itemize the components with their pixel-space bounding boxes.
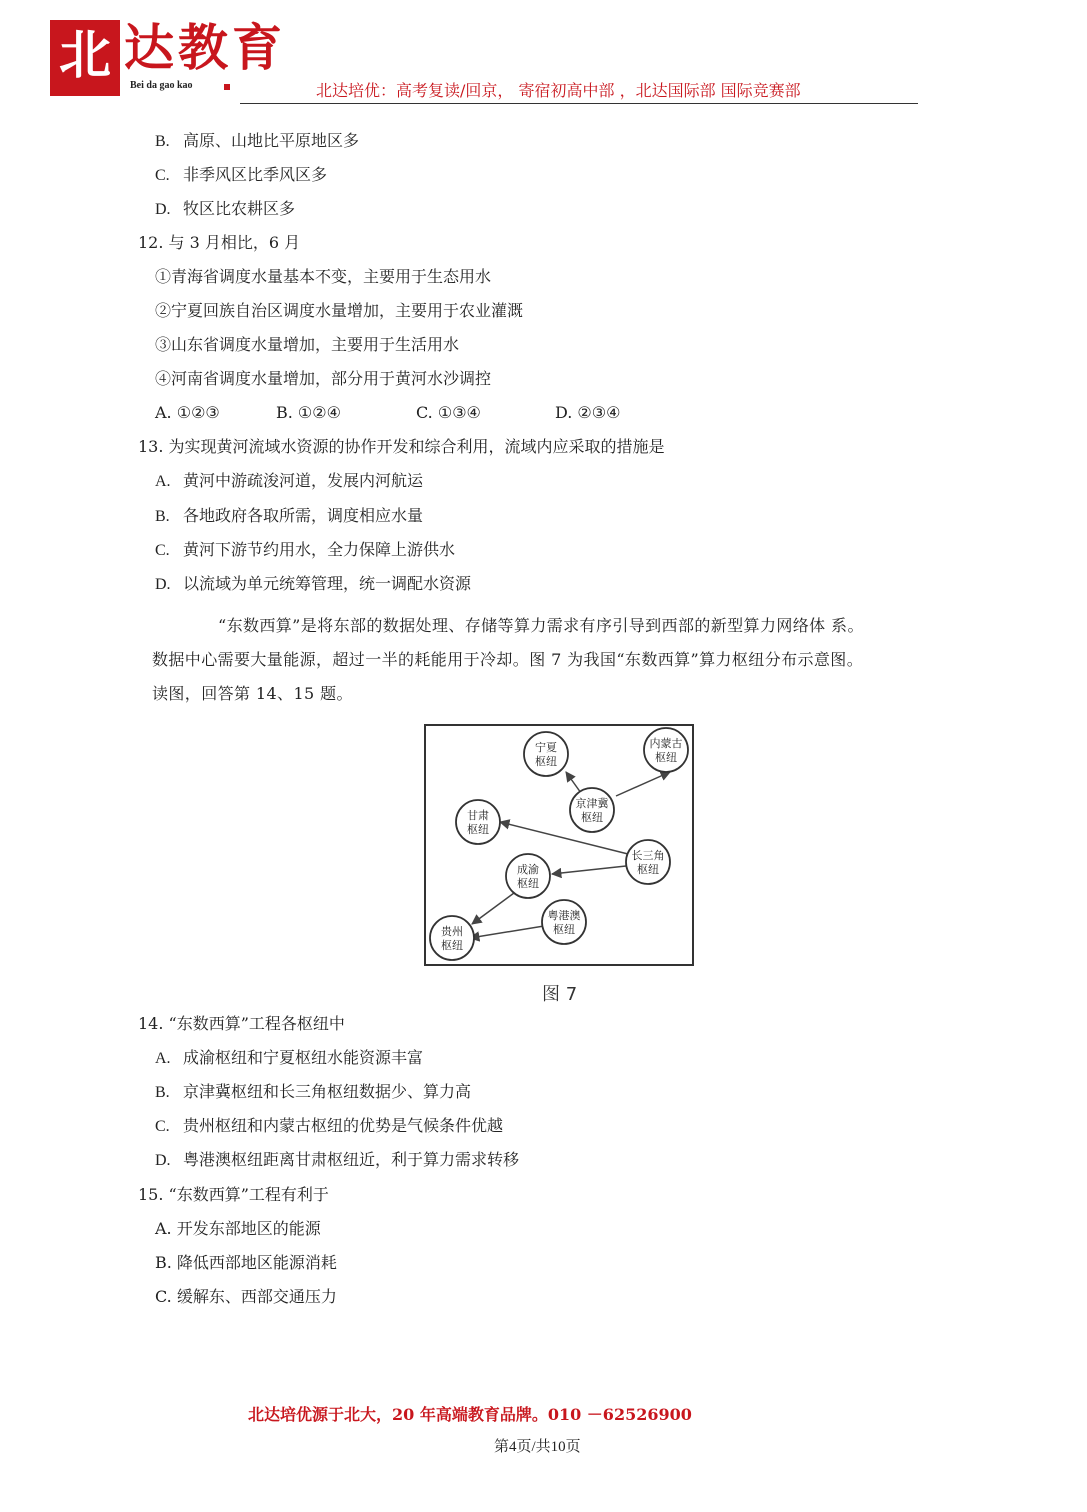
node-chengyu-label: 成渝 (517, 863, 539, 876)
page-number: 第4页/共10页 (494, 1439, 581, 1455)
node-yuegangao-label: 粤港澳 (547, 909, 581, 922)
header-promo: 北达培优：高考复读/回京， 寄宿初高中部 ，北达国际部 国际竞赛部 (316, 81, 801, 100)
q12-stem: 12. 与 3 月相比，6 月 (138, 233, 301, 252)
q13-stem: 13. 为实现黄河流域水资源的协作开发和综合利用，流域内应采取的措施是 (138, 437, 665, 456)
passage-line-1: “东数西算”是将东部的数据处理、存储等算力需求有序引导到西部的新型算力网络体 系。 (218, 616, 864, 635)
node-ningxia-circle (524, 732, 568, 776)
node-neimenggu-circle (644, 728, 688, 772)
node-yuegangao-circle (542, 900, 586, 944)
logo-square-icon (224, 84, 230, 90)
node-ningxia-label: 宁夏 (535, 741, 557, 754)
node-chengyu-sub: 枢纽 (517, 877, 539, 890)
node-neimenggu-sub: 枢纽 (655, 751, 677, 764)
passage-line-2: 数据中心需要大量能源，超过一半的耗能用于冷却。图 7 为我国“东数西算”算力枢纽分布示意图。 (152, 650, 864, 669)
q12-choice-a: A. ①②③ (155, 403, 220, 422)
q14-option-c: C. 贵州枢纽和内蒙古枢纽的优势是气候条件优越 (155, 1116, 504, 1135)
arrow-jingjinji-neimenggu (616, 772, 670, 796)
q11-option-c: C. 非季风区比季风区多 (155, 165, 328, 184)
q12-statement-4: ④河南省调度水量增加，部分用于黄河水沙调控 (155, 369, 492, 388)
q12-choice-c: C. ①③④ (416, 403, 481, 422)
q11-option-d: D. 牧区比农耕区多 (155, 199, 296, 218)
passage-line-3: 读图，回答第 14、15 题。 (152, 684, 353, 703)
node-neimenggu-label: 内蒙古 (649, 737, 683, 750)
node-changsanjiao-circle (626, 840, 670, 884)
q12-choice-b: B. ①②④ (276, 403, 341, 422)
q15-option-b: B. 降低西部地区能源消耗 (155, 1253, 337, 1272)
q13-option-a: A. 黄河中游疏浚河道，发展内河航运 (155, 471, 424, 490)
figure-7-svg (426, 726, 692, 964)
node-jingjinji-label: 京津冀 (575, 797, 609, 810)
node-jingjinji-circle (570, 788, 614, 832)
node-yuegangao-sub: 枢纽 (553, 923, 575, 936)
q15-option-a: A. 开发东部地区的能源 (155, 1219, 321, 1238)
arrow-chengyu-guizhou (472, 890, 518, 924)
q14-stem: 14. “东数西算”工程各枢纽中 (138, 1014, 345, 1033)
q12-choice-d: D. ②③④ (555, 403, 621, 422)
q13-option-b: B. 各地政府各取所需，调度相应水量 (155, 506, 424, 525)
q14-option-a: A. 成渝枢纽和宁夏枢纽水能资源丰富 (155, 1048, 424, 1067)
figure-7-diagram (424, 724, 694, 966)
q12-statement-2: ②宁夏回族自治区调度水量增加，主要用于农业灌溉 (155, 301, 524, 320)
node-ningxia-sub: 枢纽 (535, 755, 557, 768)
node-guizhou-label: 贵州 (441, 925, 463, 938)
node-gansu-label: 甘肃 (467, 809, 489, 822)
logo-subtitle: Bei da gao kao (130, 80, 193, 91)
q12-statement-1: ①青海省调度水量基本不变，主要用于生态用水 (155, 267, 492, 286)
arrow-changsanjiao-chengyu (552, 866, 626, 874)
q14-option-b: B. 京津冀枢纽和长三角枢纽数据少、算力高 (155, 1082, 472, 1101)
q14-option-d: D. 粤港澳枢纽距离甘肃枢纽近，利于算力需求转移 (155, 1150, 520, 1169)
header-divider (240, 103, 918, 104)
arrow-changsanjiao-gansu (500, 822, 628, 854)
node-changsanjiao-label: 长三角 (631, 849, 665, 862)
q12-statement-3: ③山东省调度水量增加，主要用于生活用水 (155, 335, 460, 354)
node-guizhou-circle (430, 916, 474, 960)
node-changsanjiao-sub: 枢纽 (637, 863, 659, 876)
arrow-yuegangao-guizhou (470, 926, 544, 938)
logo-badge (50, 20, 120, 96)
node-guizhou-sub: 枢纽 (441, 939, 463, 952)
node-gansu-sub: 枢纽 (467, 823, 489, 836)
node-jingjinji-sub: 枢纽 (581, 811, 603, 824)
q11-option-b: B. 高原、山地比平原地区多 (155, 131, 360, 150)
footer-promo: 北达培优源于北大，20 年高端教育品牌。010 －62526900 (248, 1405, 692, 1424)
figure-caption: 图 7 (542, 984, 578, 1005)
logo-text: 达教育 (124, 19, 286, 77)
logo-char: 北 (58, 26, 111, 86)
q13-option-c: C. 黄河下游节约用水，全力保障上游供水 (155, 540, 456, 559)
q15-option-c: C. 缓解东、西部交通压力 (155, 1287, 337, 1306)
node-chengyu-circle (506, 854, 550, 898)
node-gansu-circle (456, 800, 500, 844)
q13-option-d: D. 以流域为单元统筹管理，统一调配水资源 (155, 574, 472, 593)
q15-stem: 15. “东数西算”工程有利于 (138, 1185, 329, 1204)
